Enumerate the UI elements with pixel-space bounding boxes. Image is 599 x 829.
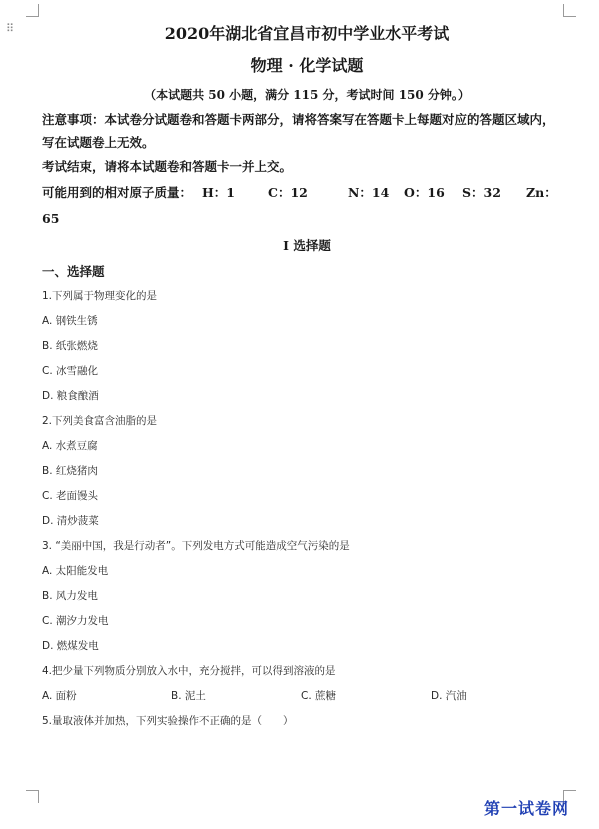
question-4-option-d: D. 汽油 [431,690,467,702]
question-1-option-c: C. 冰雪融化 [42,365,99,377]
question-1-option-a: A. 钢铁生锈 [42,315,98,327]
section-title: I 选择题 [283,238,331,253]
crop-mark-bottom-left [26,790,39,803]
atomic-mass-label: 可能用到的相对原子质量： [42,185,193,200]
question-2-stem: 2.下列美食富含油脂的是 [42,415,158,427]
question-3-option-d: D. 燃煤发电 [42,640,99,652]
atomic-mass-h: H：1 [202,185,236,200]
question-1-option-b: B. 纸张燃烧 [42,340,98,352]
crop-mark-top-left [26,4,39,17]
question-3-option-a: A. 太阳能发电 [42,565,109,577]
question-1-stem: 1.下列属于物理变化的是 [42,290,158,302]
question-2-option-d: D. 清炒菠菜 [42,515,99,527]
exam-title: 2020年湖北省宜昌市初中学业水平考试 [164,24,450,43]
drag-handle-icon[interactable]: ⠿ [6,22,14,35]
notice-line-3: 考试结束，请将本试题卷和答题卡一并上交。 [42,159,293,174]
question-4-option-b: B. 泥土 [171,690,206,702]
question-2-option-c: C. 老面馒头 [42,490,99,502]
question-2-option-a: A. 水煮豆腐 [42,440,98,452]
crop-mark-top-right [563,4,576,17]
atomic-mass-s: S：32 [462,185,501,200]
atomic-mass-row [42,183,568,203]
exam-subtitle: 物理 · 化学试题 [250,56,364,75]
question-3-option-b: B. 风力发电 [42,590,98,602]
question-1-option-d: D. 粮食酿酒 [42,390,99,402]
atomic-mass-continuation: 65 [42,211,60,226]
question-4-option-c: C. 蔗糖 [301,690,337,702]
notice-block [42,108,568,154]
atomic-mass-c: C：12 [268,185,308,200]
notice-line-1: 注意事项：本试卷分试题卷和答题卡两部分，请将答案写在答题卡上每题对应的答题区域内， [42,112,555,127]
question-4-stem: 4.把少量下列物质分别放入水中，充分搅拌，可以得到溶液的是 [42,665,336,677]
exam-info: （本试题共 50 小题，满分 115 分，考试时间 150 分钟。） [144,88,470,102]
atomic-mass-zn: Zn： [526,185,557,200]
question-2-option-b: B. 红烧猪肉 [42,465,98,477]
question-5-stem: 5.量取液体并加热，下列实验操作不正确的是（ ） [42,715,294,727]
question-3-option-c: C. 潮汐力发电 [42,615,109,627]
atomic-mass-n: N：14 [348,185,390,200]
watermark-logo: 第一试卷网 [484,799,570,818]
atomic-mass-o: O：16 [404,185,445,200]
question-4-option-a: A. 面粉 [42,690,77,702]
part-title: 一、选择题 [42,264,105,279]
notice-line-2: 写在试题卷上无效。 [42,135,155,150]
question-3-stem: 3. “美丽中国，我是行动者”。下列发电方式可能造成空气污染的是 [42,540,350,552]
